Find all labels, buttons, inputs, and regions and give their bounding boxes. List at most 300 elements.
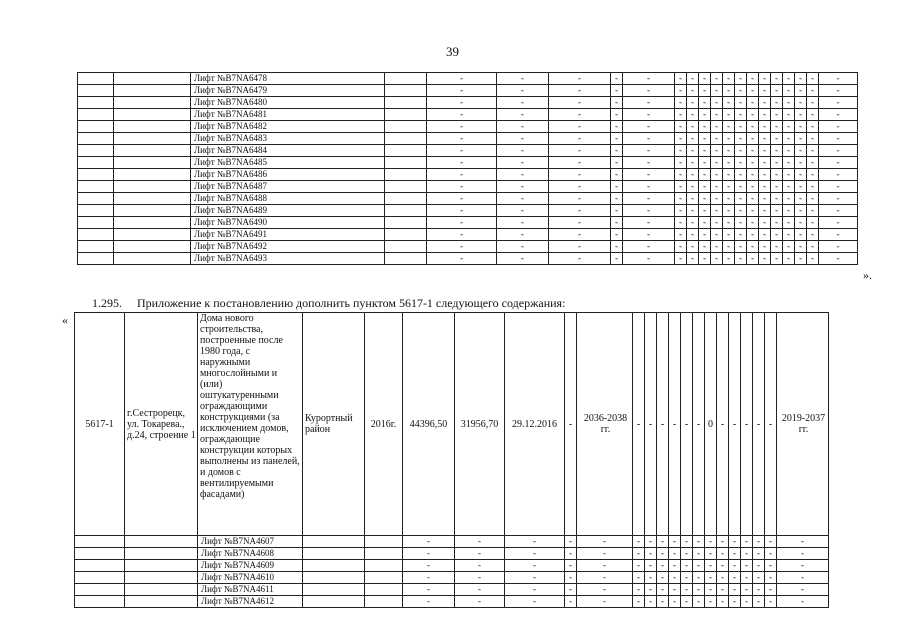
dash-cell: -	[759, 97, 771, 109]
table-row	[78, 73, 858, 85]
dash-cell: -	[747, 169, 759, 181]
dash-cell: -	[699, 169, 711, 181]
dash-cell: -	[611, 157, 623, 169]
dash-cell: -	[505, 548, 565, 560]
empty-cell	[78, 181, 114, 193]
dash-cell: -	[747, 253, 759, 265]
dash-cell: -	[753, 536, 765, 548]
dash-cell: -	[427, 193, 497, 205]
table-row	[75, 560, 829, 572]
dash-cell: -	[717, 548, 729, 560]
empty-cell	[75, 572, 125, 584]
dash-cell: -	[753, 548, 765, 560]
empty-cell	[114, 157, 191, 169]
dash-cell: -	[675, 217, 687, 229]
dash-cell: -	[819, 229, 858, 241]
dash-cell: -	[669, 548, 681, 560]
dash-cell: -	[687, 73, 699, 85]
dash-cell: -	[723, 145, 735, 157]
table-row	[78, 133, 858, 145]
dash-cell: -	[735, 73, 747, 85]
table-row	[78, 229, 858, 241]
dash-cell: -	[819, 157, 858, 169]
dash-cell: -	[645, 572, 657, 584]
dash-cell: -	[771, 97, 783, 109]
dash-cell: -	[633, 560, 645, 572]
dash-cell: -	[611, 97, 623, 109]
dash-cell: -	[427, 133, 497, 145]
dash-cell: -	[577, 560, 633, 572]
dash-cell: -	[497, 205, 549, 217]
dash-cell: -	[549, 181, 611, 193]
empty-cell	[78, 217, 114, 229]
lift-name: Лифт №B7NA6487	[191, 181, 385, 193]
dash-cell: -	[403, 536, 455, 548]
dash-cell: -	[681, 560, 693, 572]
dash-cell: -	[783, 253, 795, 265]
lift-name: Лифт №B7NA4610	[198, 572, 303, 584]
empty-cell	[365, 536, 403, 548]
lift-name: Лифт №B7NA6479	[191, 85, 385, 97]
dash-cell: -	[403, 584, 455, 596]
dash-cell: -	[705, 572, 717, 584]
dash-cell: -	[759, 121, 771, 133]
district-cell: Курортный район	[303, 313, 365, 536]
empty-cell	[385, 133, 427, 145]
dash-cell: -	[577, 536, 633, 548]
dash-cell: -	[645, 584, 657, 596]
empty-cell	[75, 584, 125, 596]
dash-cell: -	[633, 572, 645, 584]
dash-cell: -	[753, 560, 765, 572]
dash-cell: -	[741, 313, 753, 536]
dash-cell: -	[795, 85, 807, 97]
dash-cell: -	[771, 217, 783, 229]
dash-cell: -	[505, 596, 565, 608]
dash-cell: -	[633, 596, 645, 608]
area-living-cell: 31956,70	[455, 313, 505, 536]
dash-cell: -	[711, 205, 723, 217]
dash-cell: -	[611, 193, 623, 205]
empty-cell	[385, 157, 427, 169]
amendment-number: 1.295.	[92, 296, 122, 310]
table-row	[75, 572, 829, 584]
dash-cell: -	[497, 229, 549, 241]
empty-cell	[114, 229, 191, 241]
dash-cell: -	[681, 548, 693, 560]
dash-cell: -	[711, 229, 723, 241]
dash-cell: -	[623, 169, 675, 181]
dash-cell: -	[675, 241, 687, 253]
dash-cell: -	[819, 205, 858, 217]
empty-cell	[385, 217, 427, 229]
dash-cell: -	[783, 73, 795, 85]
amendment-paragraph	[92, 296, 565, 311]
empty-cell	[114, 253, 191, 265]
dash-cell: -	[455, 548, 505, 560]
dash-cell: -	[623, 85, 675, 97]
dash-cell: -	[723, 253, 735, 265]
dash-cell: -	[645, 560, 657, 572]
dash-cell: -	[611, 181, 623, 193]
dash-cell: -	[765, 313, 777, 536]
empty-cell	[125, 572, 198, 584]
dash-cell: -	[741, 548, 753, 560]
table-row	[78, 169, 858, 181]
dash-cell: -	[657, 536, 669, 548]
dash-cell: -	[427, 229, 497, 241]
empty-cell	[385, 241, 427, 253]
dash-cell: -	[741, 596, 753, 608]
dash-cell: -	[633, 548, 645, 560]
dash-cell: -	[403, 572, 455, 584]
dash-cell: -	[675, 193, 687, 205]
dash-cell: -	[687, 109, 699, 121]
empty-cell	[78, 133, 114, 145]
dash-cell: -	[783, 193, 795, 205]
dash-cell: -	[723, 73, 735, 85]
dash-cell: -	[505, 536, 565, 548]
dash-cell: -	[783, 181, 795, 193]
dash-cell: -	[759, 133, 771, 145]
dash-cell: -	[735, 145, 747, 157]
dash-cell: -	[577, 572, 633, 584]
dash-cell: -	[807, 121, 819, 133]
main-row	[75, 313, 829, 536]
dash-cell: -	[711, 241, 723, 253]
dash-cell: -	[819, 169, 858, 181]
dash-cell: -	[765, 548, 777, 560]
dash-cell: -	[747, 73, 759, 85]
empty-cell	[385, 181, 427, 193]
dash-cell: -	[759, 157, 771, 169]
dash-cell: -	[735, 241, 747, 253]
empty-cell	[114, 85, 191, 97]
period-2-cell: 2019-2037 гг.	[777, 313, 829, 536]
dash-cell: -	[711, 253, 723, 265]
dash-cell: -	[771, 109, 783, 121]
dash-cell: -	[765, 596, 777, 608]
dash-cell: -	[611, 145, 623, 157]
dash-cell: -	[747, 157, 759, 169]
lift-name: Лифт №B7NA4611	[198, 584, 303, 596]
dash-cell: -	[623, 193, 675, 205]
dash-cell: -	[687, 205, 699, 217]
dash-cell: -	[759, 169, 771, 181]
lift-name: Лифт №B7NA4612	[198, 596, 303, 608]
dash-cell: -	[807, 229, 819, 241]
dash-cell: -	[735, 217, 747, 229]
table-row	[78, 121, 858, 133]
dash-cell: -	[427, 169, 497, 181]
empty-cell	[385, 253, 427, 265]
empty-cell	[78, 145, 114, 157]
dash-cell: -	[633, 536, 645, 548]
empty-cell	[385, 193, 427, 205]
empty-cell	[385, 121, 427, 133]
empty-cell	[78, 109, 114, 121]
table-row	[78, 85, 858, 97]
dash-cell: -	[699, 97, 711, 109]
empty-cell	[78, 193, 114, 205]
dash-cell: -	[427, 85, 497, 97]
dash-cell: -	[747, 97, 759, 109]
lift-name: Лифт №B7NA6480	[191, 97, 385, 109]
dash-cell: -	[795, 109, 807, 121]
dash-cell: -	[675, 133, 687, 145]
dash-cell: -	[735, 85, 747, 97]
dash-cell: -	[705, 596, 717, 608]
dash-cell: -	[777, 596, 829, 608]
dash-cell: -	[819, 217, 858, 229]
dash-cell: -	[549, 97, 611, 109]
dash-cell: -	[795, 121, 807, 133]
dash-cell: -	[497, 193, 549, 205]
dash-cell: -	[675, 85, 687, 97]
empty-cell	[75, 548, 125, 560]
dash-cell: -	[497, 241, 549, 253]
dash-cell: -	[771, 145, 783, 157]
dash-cell: -	[657, 313, 669, 536]
dash-cell: -	[699, 181, 711, 193]
dash-cell: -	[675, 109, 687, 121]
dash-cell: -	[771, 133, 783, 145]
dash-cell: -	[783, 121, 795, 133]
dash-cell: -	[693, 536, 705, 548]
dash-cell: -	[723, 217, 735, 229]
dash-cell: -	[675, 73, 687, 85]
dash-cell: -	[623, 133, 675, 145]
empty-cell	[78, 73, 114, 85]
empty-cell	[385, 229, 427, 241]
dash-cell: -	[729, 596, 741, 608]
dash-cell: -	[729, 584, 741, 596]
dash-cell: -	[657, 572, 669, 584]
dash-cell: -	[611, 241, 623, 253]
dash-cell: -	[669, 596, 681, 608]
dash-cell: -	[795, 133, 807, 145]
empty-cell	[365, 548, 403, 560]
dash-cell: -	[611, 169, 623, 181]
dash-cell: -	[427, 241, 497, 253]
dash-cell: -	[699, 109, 711, 121]
dash-cell: -	[699, 145, 711, 157]
dash-cell: -	[783, 157, 795, 169]
dash-cell: -	[723, 97, 735, 109]
dash-cell: -	[427, 253, 497, 265]
dash-cell: -	[565, 313, 577, 536]
year-cell: 2016г.	[365, 313, 403, 536]
dash-cell: -	[771, 181, 783, 193]
dash-cell: -	[807, 181, 819, 193]
dash-cell: -	[687, 97, 699, 109]
empty-cell	[114, 73, 191, 85]
dash-cell: -	[699, 157, 711, 169]
dash-cell: -	[723, 169, 735, 181]
table-row	[78, 157, 858, 169]
dash-cell: -	[723, 181, 735, 193]
dash-cell: -	[549, 73, 611, 85]
dash-cell: -	[735, 205, 747, 217]
dash-cell: -	[675, 157, 687, 169]
dash-cell: -	[795, 145, 807, 157]
dash-cell: -	[549, 145, 611, 157]
dash-cell: -	[611, 229, 623, 241]
dash-cell: -	[623, 73, 675, 85]
dash-cell: -	[427, 217, 497, 229]
dash-cell: -	[549, 121, 611, 133]
dash-cell: -	[783, 109, 795, 121]
dash-cell: -	[729, 572, 741, 584]
dash-cell: -	[783, 217, 795, 229]
dash-cell: -	[693, 548, 705, 560]
dash-cell: -	[675, 169, 687, 181]
dash-cell: -	[455, 596, 505, 608]
dash-cell: -	[549, 169, 611, 181]
dash-cell: -	[735, 121, 747, 133]
dash-cell: -	[717, 572, 729, 584]
dash-cell: -	[549, 241, 611, 253]
lift-name: Лифт №B7NA6491	[191, 229, 385, 241]
dash-cell: -	[693, 584, 705, 596]
dash-cell: -	[623, 145, 675, 157]
dash-cell: -	[747, 241, 759, 253]
empty-cell	[385, 85, 427, 97]
dash-cell: -	[717, 596, 729, 608]
lift-name: Лифт №B7NA6492	[191, 241, 385, 253]
dash-cell: -	[497, 169, 549, 181]
dash-cell: -	[747, 133, 759, 145]
dash-cell: -	[455, 536, 505, 548]
dash-cell: -	[783, 169, 795, 181]
dash-cell: -	[795, 217, 807, 229]
dash-cell: -	[427, 157, 497, 169]
dash-cell: -	[577, 584, 633, 596]
dash-cell: -	[819, 109, 858, 121]
dash-cell: -	[777, 584, 829, 596]
dash-cell: -	[759, 109, 771, 121]
dash-cell: -	[783, 205, 795, 217]
table-row	[78, 241, 858, 253]
dash-cell: -	[759, 205, 771, 217]
dash-cell: -	[687, 157, 699, 169]
closing-quote: ».	[863, 268, 872, 282]
dash-cell: -	[699, 73, 711, 85]
dash-cell: -	[771, 205, 783, 217]
dash-cell: -	[623, 229, 675, 241]
dash-cell: -	[717, 560, 729, 572]
dash-cell: -	[645, 596, 657, 608]
dash-cell: -	[723, 229, 735, 241]
dash-cell: -	[549, 85, 611, 97]
dash-cell: -	[795, 253, 807, 265]
dash-cell: -	[427, 145, 497, 157]
dash-cell: -	[759, 193, 771, 205]
dash-cell: -	[741, 584, 753, 596]
dash-cell: -	[687, 217, 699, 229]
dash-cell: -	[753, 584, 765, 596]
dash-cell: -	[795, 157, 807, 169]
dash-cell: -	[723, 85, 735, 97]
dash-cell: -	[623, 241, 675, 253]
dash-cell: -	[807, 169, 819, 181]
dash-cell: -	[675, 253, 687, 265]
dash-cell: -	[807, 253, 819, 265]
empty-cell	[78, 205, 114, 217]
lift-name: Лифт №B7NA6481	[191, 109, 385, 121]
dash-cell: -	[669, 572, 681, 584]
dash-cell: -	[819, 181, 858, 193]
dash-cell: -	[497, 85, 549, 97]
dash-cell: -	[759, 145, 771, 157]
table-row	[78, 193, 858, 205]
empty-cell	[125, 536, 198, 548]
dash-cell: -	[747, 181, 759, 193]
empty-cell	[75, 536, 125, 548]
dash-cell: -	[497, 181, 549, 193]
empty-cell	[78, 229, 114, 241]
dash-cell: -	[711, 133, 723, 145]
dash-cell: -	[497, 253, 549, 265]
dash-cell: -	[723, 121, 735, 133]
dash-cell: -	[729, 548, 741, 560]
dash-cell: -	[549, 193, 611, 205]
dash-cell: -	[765, 536, 777, 548]
dash-cell: -	[807, 157, 819, 169]
dash-cell: -	[735, 157, 747, 169]
dash-cell: -	[577, 596, 633, 608]
dash-cell: -	[505, 572, 565, 584]
empty-cell	[303, 560, 365, 572]
dash-cell: -	[747, 145, 759, 157]
dash-cell: -	[687, 241, 699, 253]
dash-cell: -	[711, 181, 723, 193]
dash-cell: -	[819, 73, 858, 85]
lift-name: Лифт №B7NA6482	[191, 121, 385, 133]
dash-cell: -	[669, 536, 681, 548]
dash-cell: -	[675, 205, 687, 217]
lift-rows	[78, 73, 858, 265]
dash-cell: -	[783, 97, 795, 109]
dash-cell: -	[687, 181, 699, 193]
dash-cell: -	[783, 229, 795, 241]
dash-cell: -	[741, 572, 753, 584]
dash-cell: -	[565, 560, 577, 572]
dash-cell: -	[735, 97, 747, 109]
dash-cell: -	[819, 193, 858, 205]
dash-cell: -	[577, 548, 633, 560]
dash-cell: -	[427, 97, 497, 109]
page-number: 39	[446, 44, 459, 59]
dash-cell: -	[565, 548, 577, 560]
dash-cell: -	[633, 313, 645, 536]
dash-cell: -	[771, 73, 783, 85]
empty-cell	[303, 584, 365, 596]
dash-cell: -	[723, 109, 735, 121]
dash-cell: -	[549, 217, 611, 229]
dash-cell: -	[795, 97, 807, 109]
dash-cell: -	[687, 121, 699, 133]
lift-name: Лифт №B7NA6483	[191, 133, 385, 145]
dash-cell: -	[723, 193, 735, 205]
dash-cell: -	[795, 193, 807, 205]
dash-cell: -	[723, 157, 735, 169]
lift-name: Лифт №B7NA6488	[191, 193, 385, 205]
dash-cell: -	[427, 73, 497, 85]
dash-cell: -	[681, 584, 693, 596]
dash-cell: -	[819, 253, 858, 265]
dash-cell: -	[795, 169, 807, 181]
